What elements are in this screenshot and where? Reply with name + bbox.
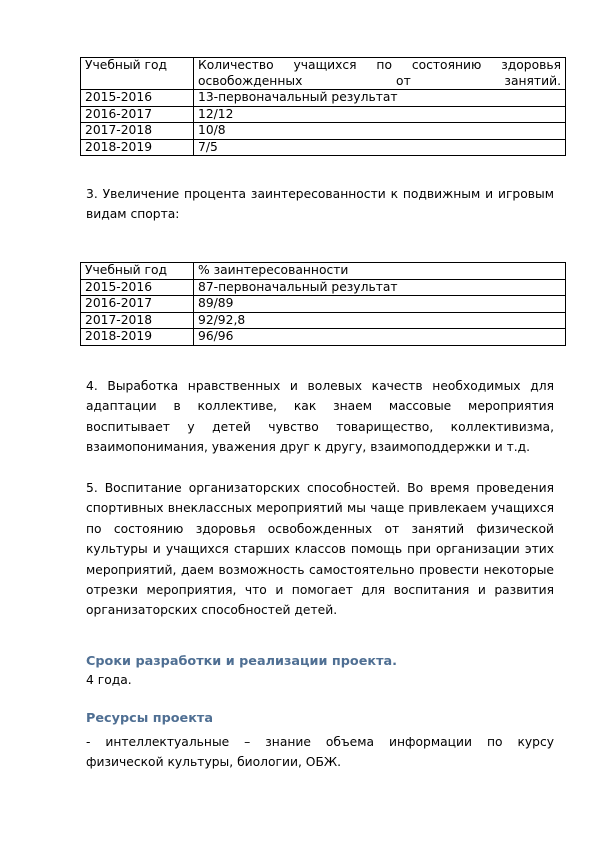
resources-heading: Ресурсы проекта: [86, 711, 213, 726]
paragraph-moral-qualities: 4. Выработка нравственных и волевых качеств необходимых для адаптации в коллективе, как знаем массовые мероприятия воспитывает у детей чувство товарищество, коллективизма, взаимопонимания, уважения друг к другу, взаимоподдержки и т.д.: [86, 379, 554, 455]
table-cell-year: 2018-2019: [81, 329, 194, 346]
table-row: [81, 139, 566, 156]
table-header-cell: % заинтересованности: [194, 263, 566, 280]
table-row: [81, 123, 566, 140]
timeline-value: 4 года.: [86, 673, 132, 687]
table-cell-value: 87-первоначальный результат: [194, 279, 566, 296]
table-header-cell: Учебный год: [81, 263, 194, 280]
table-row: [81, 329, 566, 346]
resources-text: - интеллектуальные – знание объема информации по курсу физической культуры, биологии, ОБЖ.: [86, 735, 554, 770]
timeline-heading: Сроки разработки и реализации проекта.: [86, 654, 397, 669]
interest-percentage-table: [80, 262, 566, 346]
table-header-cell: Учебный год: [81, 58, 194, 90]
table-cell-year: 2015-2016: [81, 279, 194, 296]
table-cell-value: 13-первоначальный результат: [194, 90, 566, 107]
table-cell-year: 2018-2019: [81, 139, 194, 156]
paragraph-interest-increase: 3. Увеличение процента заинтересованности к подвижным и игровым видам спорта:: [86, 187, 554, 222]
table-row: [81, 279, 566, 296]
table-header-row: [81, 58, 566, 90]
table-cell-value: 96/96: [194, 329, 566, 346]
paragraph-organizational-skills: 5. Воспитание организаторских способностей. Во время проведения спортивных внеклассных мероприятий мы чаще привлекаем учащихся по состоянию здоровья освобожденных от занятий физической культуры и учащихся старших классов помощь при организации этих мероприятий, даем возможность самостоятельно провести некоторые отрезки мероприятия, что и помогает для воспитания и развития организаторских способностей детей.: [86, 481, 554, 618]
table-cell-value: 89/89: [194, 296, 566, 313]
table-row: [81, 312, 566, 329]
health-exemption-table: [80, 57, 566, 156]
table-cell-year: 2015-2016: [81, 90, 194, 107]
table-cell-year: 2016-2017: [81, 296, 194, 313]
table-cell-value: 92/92,8: [194, 312, 566, 329]
table-cell-year: 2017-2018: [81, 312, 194, 329]
table-row: [81, 106, 566, 123]
table-row: [81, 90, 566, 107]
table-cell-value: 12/12: [194, 106, 566, 123]
table-header-row: [81, 263, 566, 280]
table-cell-value: 10/8: [194, 123, 566, 140]
table-row: [81, 296, 566, 313]
table-cell-year: 2017-2018: [81, 123, 194, 140]
table-cell-value: 7/5: [194, 139, 566, 156]
table-cell-year: 2016-2017: [81, 106, 194, 123]
table-header-cell: Количество учащихся по состоянию здоровья освобожденных от занятий.: [194, 58, 566, 90]
